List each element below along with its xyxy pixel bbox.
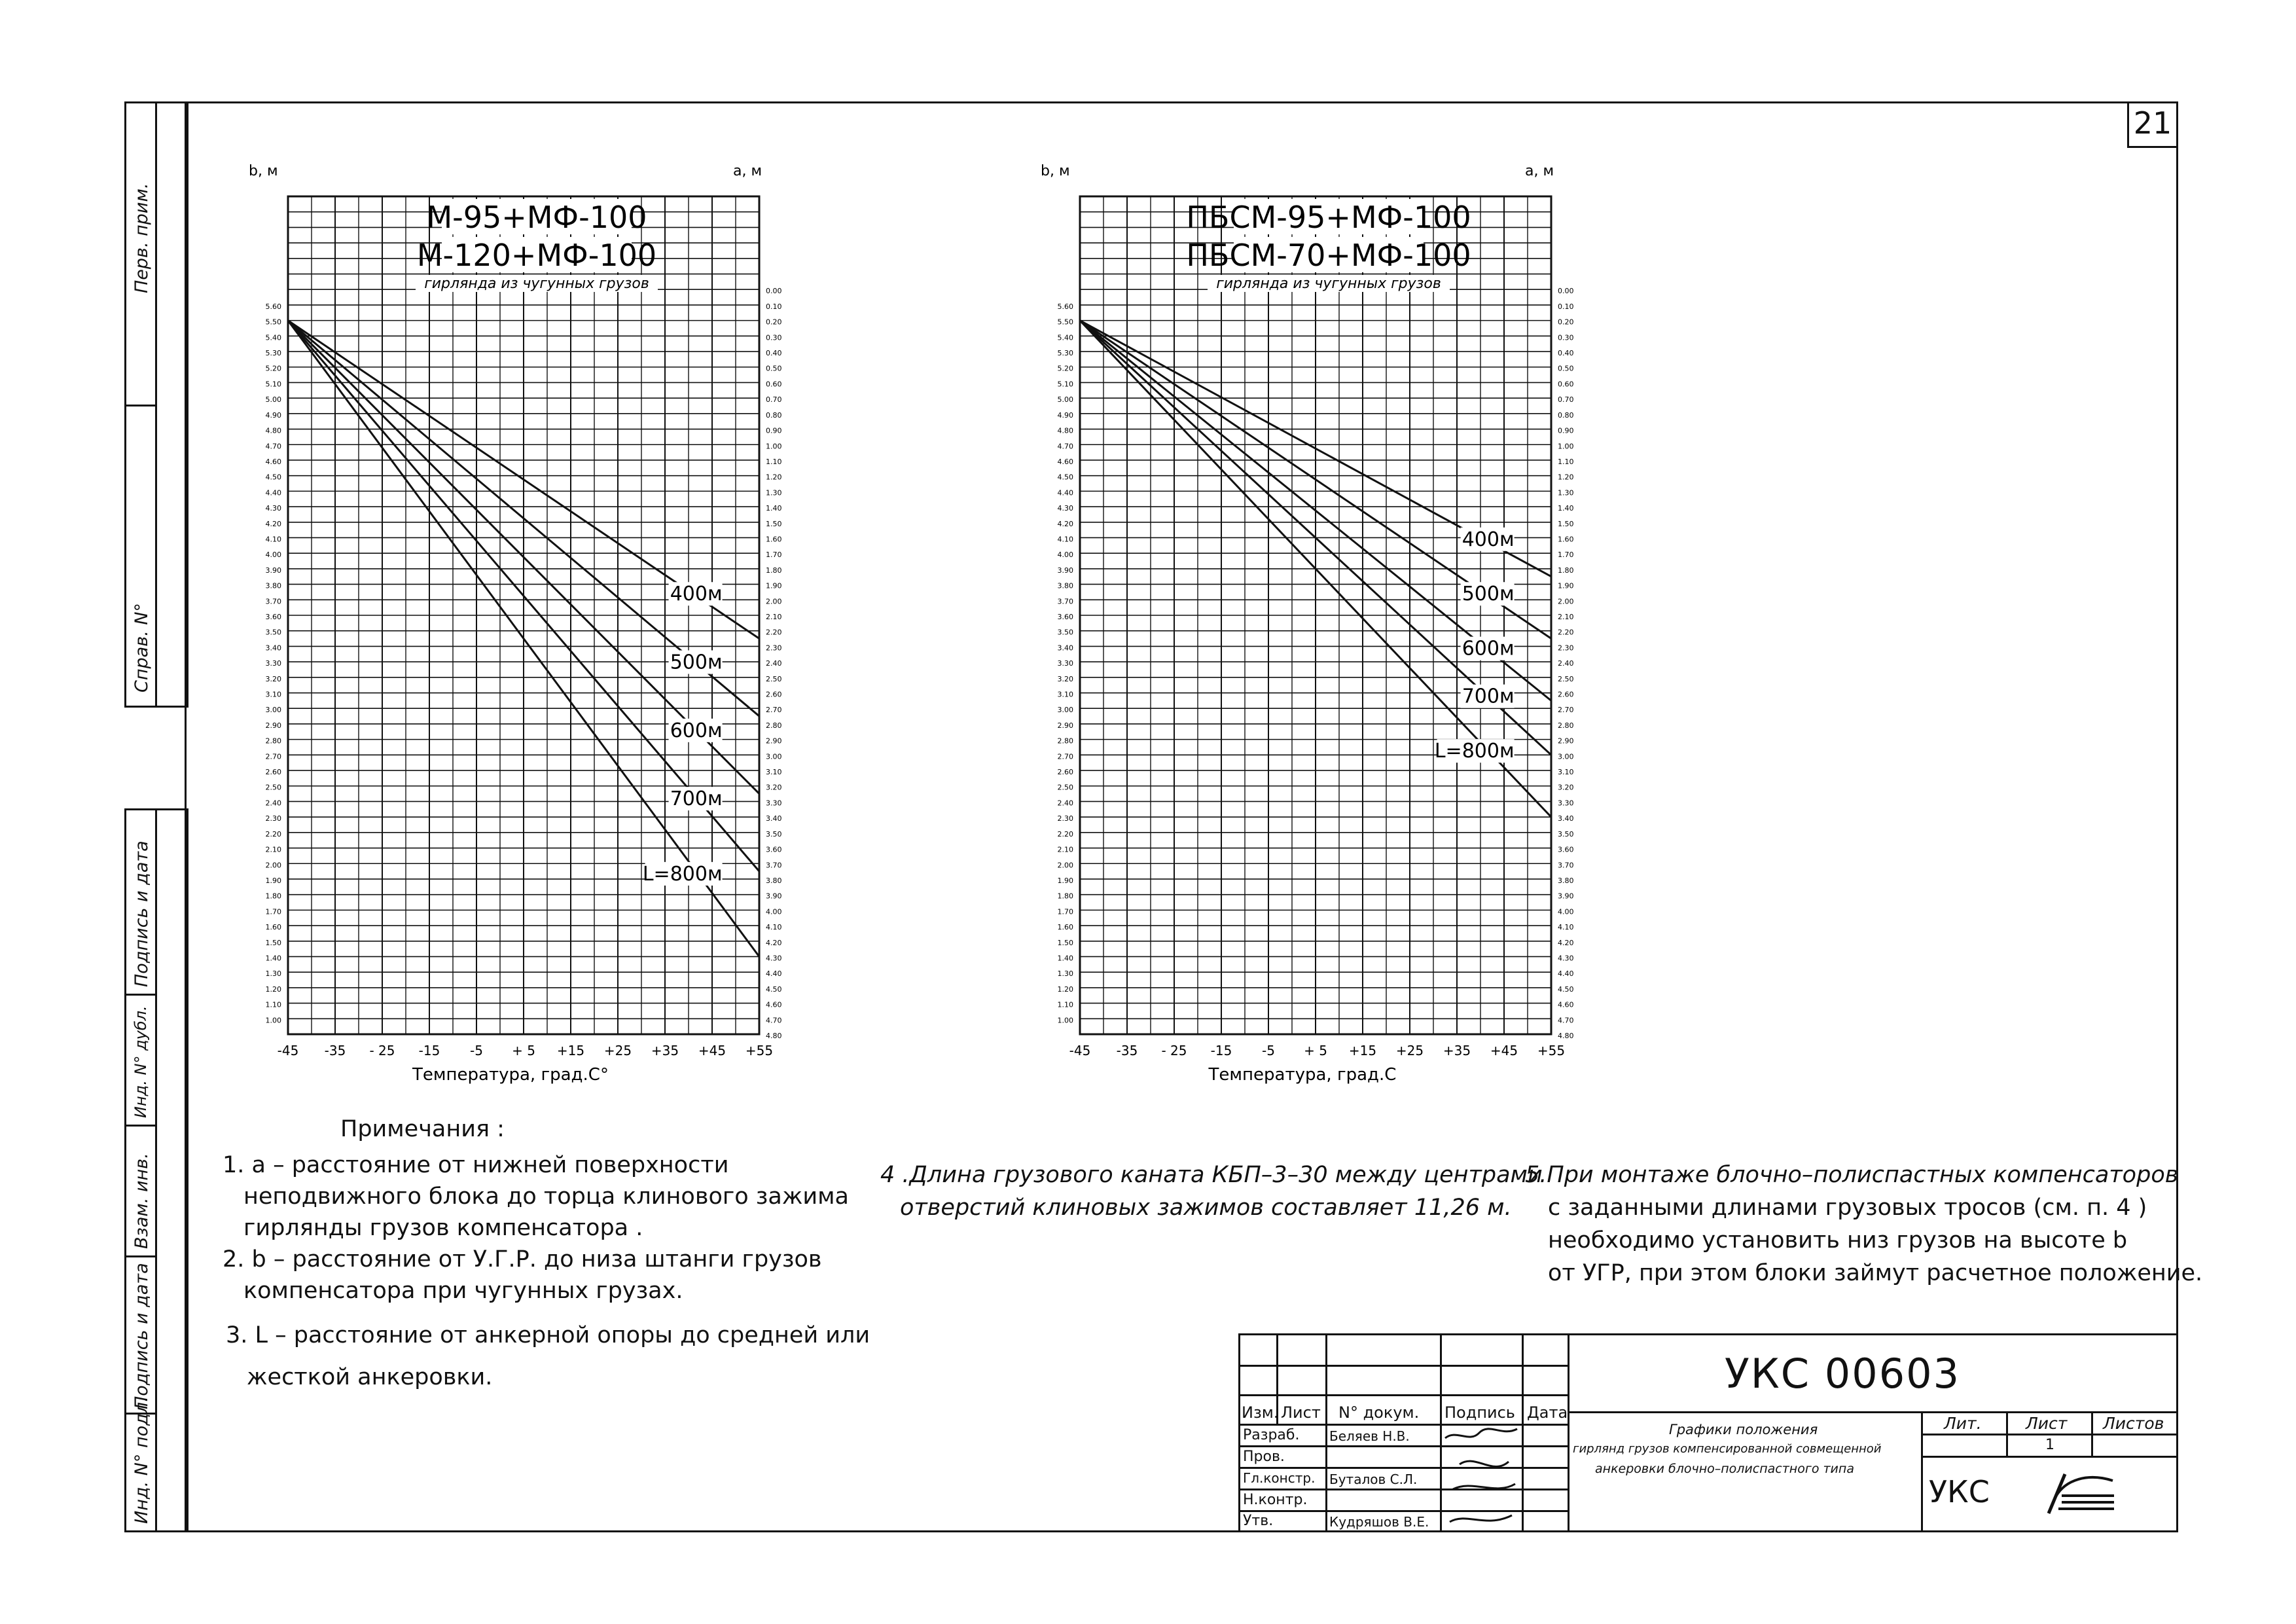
right-tick-label: 1.40	[1558, 504, 1574, 513]
left-tick-label: 1.50	[265, 938, 281, 947]
left-tick-label: 5.50	[1057, 317, 1073, 327]
x-tick-label: +45	[698, 1043, 726, 1058]
left-tick-label: 3.90	[265, 566, 281, 575]
right-tick-label: 0.50	[766, 364, 782, 373]
side-cell-perv	[126, 103, 157, 406]
right-tick-label: 1.20	[766, 473, 782, 482]
side-label-perv-prim: Перв. прим.	[132, 183, 152, 293]
right-tick-label: 3.30	[766, 799, 782, 808]
left-tick-label: 5.20	[265, 364, 281, 373]
right-tick-label: 2.30	[1558, 643, 1574, 653]
x-tick-label: -5	[470, 1043, 483, 1058]
left-tick-label: 4.30	[265, 504, 281, 513]
right-tick-label: 3.50	[766, 829, 782, 839]
left-tick-label: 1.30	[1057, 969, 1073, 979]
side-label-podpis-1: Подпись и дата	[132, 840, 152, 987]
side-cell-sprav	[126, 405, 157, 706]
x-tick-label: -35	[324, 1043, 346, 1058]
left-tick-label: 2.40	[1057, 799, 1073, 808]
right-tick-label: 2.20	[766, 628, 782, 637]
sheets-label: Листов	[2103, 1414, 2164, 1433]
right-tick-label: 0.90	[766, 426, 782, 435]
right-tick-label: 0.10	[1558, 302, 1574, 311]
right-tick-label: 1.40	[766, 504, 782, 513]
right-tick-label: 1.10	[1558, 457, 1574, 466]
left-tick-label: 1.80	[265, 892, 281, 901]
left-tick-label: 3.50	[1057, 628, 1073, 637]
right-tick-label: 2.30	[766, 643, 782, 653]
curve-label: 600м	[1462, 637, 1515, 660]
chart-title-line-1: ПБСМ-95+МФ-100	[1186, 200, 1471, 235]
col-izm: Изм.	[1242, 1403, 1279, 1422]
left-tick-label: 1.60	[265, 923, 281, 932]
desc-line-1: Графики положения	[1669, 1422, 1818, 1437]
right-tick-label: 1.80	[766, 566, 782, 575]
right-tick-label: 1.70	[1558, 550, 1574, 560]
curve-label: 400м	[670, 583, 723, 606]
left-tick-label: 4.70	[1057, 442, 1073, 451]
left-tick-label: 2.40	[265, 799, 281, 808]
left-tick-label: 3.20	[1057, 674, 1073, 683]
left-tick-label: 2.50	[1057, 783, 1073, 792]
x-tick-label: + 5	[512, 1043, 535, 1058]
right-tick-label: 2.70	[1558, 706, 1574, 715]
note-5-line-3: необходимо установить низ грузов на высоте b	[1548, 1227, 2128, 1254]
note-1-line-3: гирлянды грузов компенсатора .	[243, 1215, 643, 1241]
right-tick-label: 2.10	[766, 613, 782, 621]
right-tick-label: 2.40	[1558, 659, 1574, 668]
chart-title-line-2: ПБСМ-70+МФ-100	[1186, 238, 1471, 273]
x-tick-label: +45	[1490, 1043, 1518, 1058]
x-tick-label: -35	[1116, 1043, 1138, 1058]
curve-label: 500м	[670, 651, 723, 674]
left-tick-label: 4.80	[1057, 426, 1073, 435]
note-3-line-1: 3. L – расстояние от анкерной опоры до средней или	[226, 1322, 870, 1348]
right-tick-label: 4.50	[1558, 984, 1574, 994]
right-tick-label: 2.20	[1558, 628, 1574, 637]
right-tick-label: 2.00	[766, 597, 782, 606]
right-tick-label: 3.10	[766, 768, 782, 777]
right-tick-label: 1.30	[766, 488, 782, 497]
left-tick-label: 2.80	[265, 736, 281, 746]
right-tick-label: 0.10	[766, 302, 782, 311]
right-tick-label: 2.80	[1558, 721, 1574, 730]
left-tick-label: 2.60	[1057, 768, 1073, 777]
right-tick-label: 0.30	[766, 333, 782, 342]
right-tick-label: 0.90	[1558, 426, 1574, 435]
col-list: Лист	[1281, 1403, 1321, 1422]
chart-title-line-2: М-120+МФ-100	[416, 238, 657, 273]
left-tick-label: 3.70	[1057, 597, 1073, 606]
right-tick-label: 1.30	[1558, 488, 1574, 497]
left-tick-label: 4.20	[1057, 519, 1073, 528]
x-tick-label: -5	[1262, 1043, 1275, 1058]
left-tick-label: 3.80	[265, 581, 281, 590]
right-tick-label: 3.00	[1558, 752, 1574, 761]
right-tick-label: 3.40	[1558, 814, 1574, 823]
left-tick-label: 2.00	[1057, 861, 1073, 870]
right-tick-label: 1.50	[766, 519, 782, 528]
left-tick-label: 3.30	[265, 659, 281, 668]
left-tick-label: 4.00	[265, 550, 281, 560]
right-tick-label: 0.20	[1558, 317, 1574, 327]
chart-subtitle: гирлянда из чугунных грузов	[424, 276, 649, 292]
name-gl-konstr: Буталов С.Л.	[1329, 1471, 1418, 1487]
left-tick-label: 4.40	[1057, 488, 1073, 497]
right-tick-label: 4.80	[766, 1032, 782, 1040]
left-tick-label: 2.70	[1057, 752, 1073, 761]
col-date: Дата	[1527, 1403, 1568, 1422]
x-tick-label: - 25	[1161, 1043, 1187, 1058]
right-tick-label: 0.70	[766, 395, 782, 405]
note-3-line-2: жесткой анкеровки.	[247, 1364, 493, 1390]
right-tick-label: 0.00	[766, 287, 782, 296]
right-tick-label: 4.50	[766, 984, 782, 994]
right-tick-label: 3.60	[766, 845, 782, 854]
role-utv: Утв.	[1243, 1513, 1274, 1529]
curve-label: 700м	[1462, 685, 1515, 708]
x-tick-label: +25	[603, 1043, 632, 1058]
left-tick-label: 4.00	[1057, 550, 1073, 560]
left-tick-label: 3.10	[265, 690, 281, 699]
note-4-line-1: 4 .Длина грузового каната КБП–3–30 между центрами	[880, 1162, 1543, 1188]
right-tick-label: 1.80	[1558, 566, 1574, 575]
left-tick-label: 5.30	[1057, 349, 1073, 358]
left-tick-label: 5.10	[265, 380, 281, 389]
right-tick-label: 4.70	[766, 1016, 782, 1025]
right-tick-label: 4.20	[1558, 938, 1574, 947]
note-5-line-2: с заданными длинами грузовых тросов (см. п. 4 )	[1548, 1195, 2147, 1221]
left-tick-label: 3.30	[1057, 659, 1073, 668]
side-cell-4	[126, 1255, 157, 1415]
left-tick-label: 1.00	[265, 1016, 281, 1025]
side-strip-bottom	[124, 808, 188, 1532]
left-tick-label: 4.10	[265, 535, 281, 544]
curve-label: 400м	[1462, 528, 1515, 551]
desc-line-2: гирлянд грузов компенсированной совмещенной	[1573, 1442, 1882, 1456]
org-name: УКС	[1929, 1474, 1990, 1509]
right-tick-label: 4.40	[1558, 969, 1574, 979]
left-tick-label: 2.90	[1057, 721, 1073, 730]
right-tick-label: 2.10	[1558, 613, 1574, 621]
left-tick-label: 5.00	[1057, 395, 1073, 405]
x-tick-label: +55	[1537, 1043, 1566, 1058]
right-tick-label: 3.20	[1558, 783, 1574, 792]
left-tick-label: 3.00	[265, 706, 281, 715]
right-tick-label: 0.20	[766, 317, 782, 327]
left-tick-label: 1.90	[1057, 876, 1073, 885]
x-axis-label: Температура, град.С°	[412, 1065, 609, 1085]
left-tick-label: 5.60	[265, 302, 281, 311]
right-tick-label: 1.90	[1558, 581, 1574, 590]
left-tick-label: 4.60	[265, 457, 281, 466]
right-tick-label: 3.40	[766, 814, 782, 823]
desc-line-3: анкеровки блочно–полиспастного типа	[1595, 1462, 1854, 1476]
right-tick-label: 1.20	[1558, 473, 1574, 482]
x-tick-label: +15	[1348, 1043, 1377, 1058]
note-1-line-1: 1. a – расстояние от нижней поверхности	[223, 1152, 729, 1178]
right-tick-label: 0.80	[1558, 410, 1574, 420]
right-tick-label: 1.60	[766, 535, 782, 544]
chart-title-line-1: М-95+МФ-100	[426, 200, 647, 235]
right-tick-label: 3.60	[1558, 845, 1574, 854]
left-tick-label: 1.20	[265, 984, 281, 994]
right-tick-label: 0.80	[766, 410, 782, 420]
left-tick-label: 4.40	[265, 488, 281, 497]
left-tick-label: 5.40	[1057, 333, 1073, 342]
right-tick-label: 4.70	[1558, 1016, 1574, 1025]
right-tick-label: 3.70	[766, 861, 782, 870]
left-tick-label: 1.90	[265, 876, 281, 885]
right-tick-label: 2.70	[766, 706, 782, 715]
left-tick-label: 4.80	[265, 426, 281, 435]
left-tick-label: 2.90	[265, 721, 281, 730]
left-tick-label: 1.40	[1057, 954, 1073, 963]
left-tick-label: 4.90	[1057, 410, 1073, 420]
left-tick-label: 3.70	[265, 597, 281, 606]
right-tick-label: 4.60	[1558, 1000, 1574, 1009]
note-5-line-4: от УГР, при этом блоки займут расчетное положение.	[1548, 1260, 2203, 1286]
role-prov: Пров.	[1243, 1449, 1285, 1465]
right-axis-label: a, м	[733, 163, 762, 179]
right-tick-label: 0.40	[766, 349, 782, 358]
signature-marks	[1440, 1424, 1522, 1530]
left-tick-label: 4.70	[265, 442, 281, 451]
right-tick-label: 3.50	[1558, 829, 1574, 839]
left-tick-label: 4.10	[1057, 535, 1073, 544]
left-tick-label: 2.70	[265, 752, 281, 761]
curve-label: 500м	[1462, 583, 1515, 606]
left-tick-label: 3.40	[265, 643, 281, 653]
doc-code: УКС 00603	[1725, 1350, 1961, 1398]
right-tick-label: 4.40	[766, 969, 782, 979]
left-tick-label: 3.20	[265, 674, 281, 683]
sheet-number-box	[2127, 101, 2176, 148]
left-tick-label: 5.30	[265, 349, 281, 358]
right-tick-label: 0.40	[1558, 349, 1574, 358]
right-tick-label: 1.70	[766, 550, 782, 560]
left-tick-label: 2.00	[265, 861, 281, 870]
sheet-label: Лист	[2026, 1414, 2068, 1433]
left-tick-label: 3.50	[265, 628, 281, 637]
right-tick-label: 4.00	[1558, 907, 1574, 916]
right-tick-label: 2.50	[766, 674, 782, 683]
left-tick-label: 2.20	[1057, 829, 1073, 839]
left-tick-label: 3.10	[1057, 690, 1073, 699]
left-tick-label: 4.60	[1057, 457, 1073, 466]
left-tick-label: 4.50	[1057, 473, 1073, 482]
x-tick-label: +15	[556, 1043, 585, 1058]
left-tick-label: 5.00	[265, 395, 281, 405]
right-tick-label: 1.00	[1558, 442, 1574, 451]
x-tick-label: -45	[277, 1043, 299, 1058]
chart-right	[1028, 157, 1617, 1087]
left-tick-label: 1.00	[1057, 1016, 1073, 1025]
left-tick-label: 2.30	[265, 814, 281, 823]
side-label-podpis-2: Подпись и дата	[132, 1263, 152, 1409]
left-tick-label: 2.10	[1057, 845, 1073, 854]
right-tick-label: 3.90	[1558, 892, 1574, 901]
left-tick-label: 5.40	[265, 333, 281, 342]
right-tick-label: 4.30	[1558, 954, 1574, 963]
right-tick-label: 1.10	[766, 457, 782, 466]
left-tick-label: 1.50	[1057, 938, 1073, 947]
right-tick-label: 0.30	[1558, 333, 1574, 342]
x-tick-label: +55	[745, 1043, 774, 1058]
right-tick-label: 3.80	[1558, 876, 1574, 885]
x-tick-label: +35	[1443, 1043, 1471, 1058]
right-tick-label: 4.00	[766, 907, 782, 916]
right-tick-label: 2.80	[766, 721, 782, 730]
x-tick-label: -15	[1210, 1043, 1232, 1058]
right-tick-label: 3.90	[766, 892, 782, 901]
right-tick-label: 0.60	[1558, 380, 1574, 389]
x-tick-label: -45	[1069, 1043, 1091, 1058]
note-5-line-1: 5.При монтаже блочно–полиспастных компенсаторов	[1525, 1162, 2179, 1188]
right-tick-label: 0.70	[1558, 395, 1574, 405]
role-gl-konstr: Гл.констр.	[1243, 1470, 1316, 1486]
left-tick-label: 2.60	[265, 768, 281, 777]
col-sign: Подпись	[1444, 1403, 1515, 1422]
x-tick-label: +25	[1395, 1043, 1424, 1058]
side-label-ind-podl: Инд. N° подл.	[132, 1396, 152, 1524]
right-tick-label: 3.20	[766, 783, 782, 792]
curve-label: L=800м	[1434, 740, 1515, 763]
right-tick-label: 2.50	[1558, 674, 1574, 683]
left-tick-label: 5.50	[265, 317, 281, 327]
left-tick-label: 1.40	[265, 954, 281, 963]
title-block	[1238, 1333, 2178, 1532]
left-tick-label: 3.90	[1057, 566, 1073, 575]
col-doc: N° докум.	[1338, 1403, 1420, 1422]
role-razrab: Разраб.	[1243, 1427, 1300, 1443]
left-tick-label: 1.10	[265, 1000, 281, 1009]
curve-label: 700м	[670, 787, 723, 811]
sheet-number: 21	[2133, 105, 2172, 141]
left-tick-label: 2.80	[1057, 736, 1073, 746]
left-tick-label: 3.60	[1057, 613, 1073, 621]
right-tick-label: 2.90	[766, 736, 782, 746]
left-tick-label: 3.40	[1057, 643, 1073, 653]
right-tick-label: 3.80	[766, 876, 782, 885]
side-cell-5	[126, 1396, 157, 1530]
right-tick-label: 2.60	[1558, 690, 1574, 699]
right-tick-label: 0.60	[766, 380, 782, 389]
left-tick-label: 2.50	[265, 783, 281, 792]
right-tick-label: 1.50	[1558, 519, 1574, 528]
left-tick-label: 5.20	[1057, 364, 1073, 373]
side-cell-2	[126, 994, 157, 1127]
right-tick-label: 4.10	[766, 923, 782, 932]
side-label-vzam: Взам. инв.	[132, 1153, 152, 1249]
right-tick-label: 2.60	[766, 690, 782, 699]
left-tick-label: 3.80	[1057, 581, 1073, 590]
x-tick-label: + 5	[1304, 1043, 1327, 1058]
org-logo	[2042, 1466, 2121, 1519]
right-tick-label: 0.50	[1558, 364, 1574, 373]
left-tick-label: 1.70	[1057, 907, 1073, 916]
notes-heading: Примечания :	[340, 1116, 505, 1142]
side-label-ind-dubl: Инд. N° дубл.	[132, 1005, 150, 1118]
right-tick-label: 2.90	[1558, 736, 1574, 746]
left-tick-label: 2.10	[265, 845, 281, 854]
left-tick-label: 1.10	[1057, 1000, 1073, 1009]
right-tick-label: 3.00	[766, 752, 782, 761]
left-tick-label: 1.60	[1057, 923, 1073, 932]
chart-left	[236, 157, 825, 1087]
curve-label: 600м	[670, 719, 723, 742]
right-tick-label: 2.40	[766, 659, 782, 668]
right-tick-label: 4.80	[1558, 1032, 1574, 1040]
left-tick-label: 4.90	[265, 410, 281, 420]
side-label-sprav: Справ. N°	[132, 603, 152, 693]
x-tick-label: - 25	[369, 1043, 395, 1058]
right-tick-label: 0.00	[1558, 287, 1574, 296]
left-tick-label: 5.60	[1057, 302, 1073, 311]
right-tick-label: 3.70	[1558, 861, 1574, 870]
right-tick-label: 3.30	[1558, 799, 1574, 808]
right-tick-label: 1.00	[766, 442, 782, 451]
chart-subtitle: гирлянда из чугунных грузов	[1216, 276, 1441, 292]
x-axis-label: Температура, град.С	[1208, 1065, 1397, 1085]
left-tick-label: 3.60	[265, 613, 281, 621]
x-tick-label: +35	[651, 1043, 679, 1058]
left-tick-label: 1.30	[265, 969, 281, 979]
note-1-line-2: неподвижного блока до торца клинового зажима	[243, 1183, 849, 1210]
role-n-kontr: Н.контр.	[1243, 1492, 1308, 1508]
name-utv: Кудряшов В.Е.	[1329, 1514, 1429, 1530]
lit-label: Лит.	[1944, 1414, 1982, 1433]
left-axis-label: b, м	[249, 163, 278, 179]
left-tick-label: 2.30	[1057, 814, 1073, 823]
sheet-value: 1	[2045, 1437, 2054, 1453]
side-cell-3	[126, 1125, 157, 1257]
left-tick-label: 4.30	[1057, 504, 1073, 513]
left-tick-label: 3.00	[1057, 706, 1073, 715]
right-tick-label: 3.10	[1558, 768, 1574, 777]
curve-label: L=800м	[642, 862, 723, 886]
left-tick-label: 4.20	[265, 519, 281, 528]
x-tick-label: -15	[418, 1043, 440, 1058]
right-tick-label: 2.00	[1558, 597, 1574, 606]
right-tick-label: 4.10	[1558, 923, 1574, 932]
right-tick-label: 1.90	[766, 581, 782, 590]
note-4-line-2: отверстий клиновых зажимов составляет 11,26 м.	[900, 1195, 1512, 1221]
right-axis-label: a, м	[1525, 163, 1554, 179]
side-strip-top	[124, 101, 188, 708]
left-tick-label: 2.20	[265, 829, 281, 839]
note-2-line-2: компенсатора при чугунных грузах.	[243, 1278, 683, 1304]
right-tick-label: 1.60	[1558, 535, 1574, 544]
left-axis-label: b, м	[1041, 163, 1070, 179]
right-tick-label: 4.30	[766, 954, 782, 963]
note-2-line-1: 2. b – расстояние от У.Г.Р. до низа штанги грузов	[223, 1246, 822, 1272]
left-tick-label: 4.50	[265, 473, 281, 482]
right-tick-label: 4.20	[766, 938, 782, 947]
left-tick-label: 1.20	[1057, 984, 1073, 994]
left-tick-label: 1.70	[265, 907, 281, 916]
left-tick-label: 1.80	[1057, 892, 1073, 901]
side-cell-1	[126, 810, 157, 996]
left-tick-label: 5.10	[1057, 380, 1073, 389]
right-tick-label: 4.60	[766, 1000, 782, 1009]
name-razrab: Беляев Н.В.	[1329, 1428, 1410, 1444]
